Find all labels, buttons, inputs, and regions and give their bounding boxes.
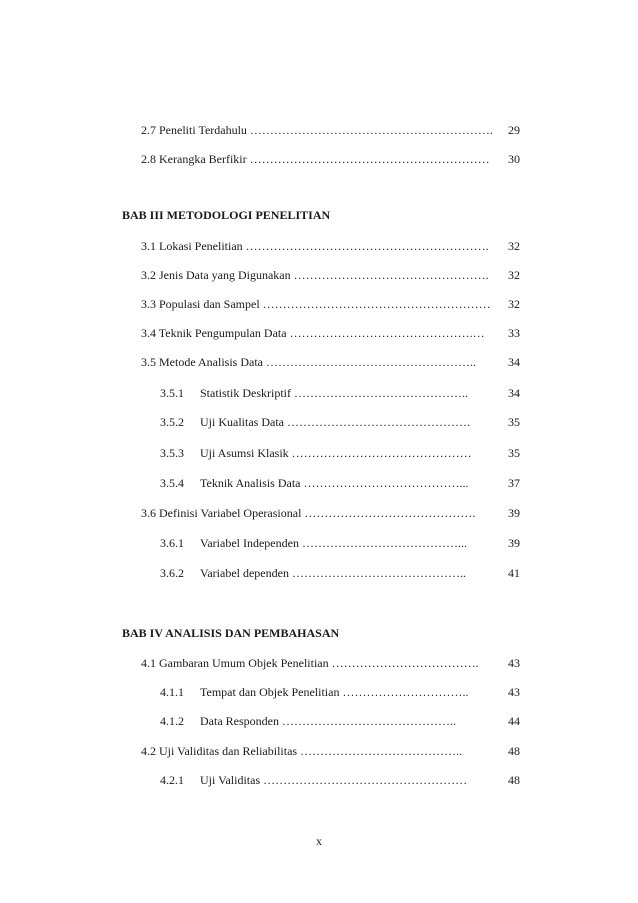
- toc-page-number: 39: [508, 506, 520, 520]
- toc-subentry-title: Uji Kualitas Data ……………………………………….: [200, 415, 470, 429]
- toc-entry-title: 3.2 Jenis Data yang Digunakan ………………………………………….: [141, 268, 489, 282]
- toc-subentry-title: Teknik Analisis Data …………………………………...: [200, 476, 469, 490]
- toc-subentry-number: 3.5.4: [160, 476, 184, 490]
- toc-entry: [141, 354, 491, 370]
- toc-subentry-title: Variabel Independen …………………………………...: [200, 536, 467, 550]
- toc-entry-title: 2.7 Peneliti Terdahulu …………………………………………………….: [141, 123, 493, 137]
- toc-entry: [141, 267, 491, 283]
- toc-page-number: 33: [508, 326, 520, 340]
- toc-subentry-number: 3.5.3: [160, 446, 184, 460]
- toc-entry-title: 3.5 Metode Analisis Data ……………………………………………..: [141, 355, 476, 369]
- toc-subentry-number: 4.1.2: [160, 714, 184, 728]
- toc-subentry-number: 4.2.1: [160, 773, 184, 787]
- toc-page-number: 32: [508, 239, 520, 253]
- toc-page-number: 48: [508, 773, 520, 787]
- toc-subentry-title: Tempat dan Objek Penelitian …………………………..: [200, 685, 469, 699]
- toc-subentry: [160, 414, 490, 430]
- toc-page-number: 32: [508, 297, 520, 311]
- chapter-heading: BAB IV ANALISIS DAN PEMBAHASAN: [122, 626, 340, 640]
- toc-subentry: [160, 535, 490, 551]
- toc-entry-title: 4.1 Gambaran Umum Objek Penelitian ……………………………….: [141, 656, 479, 670]
- toc-entry-title: 3.1 Lokasi Penelitian …………………………………………………….: [141, 239, 489, 253]
- toc-entry-title: 3.4 Teknik Pengumpulan Data ……………………………………….…: [141, 326, 485, 340]
- toc-entry: [141, 151, 491, 167]
- toc-subentry-title: Uji Validitas ……………………………………………: [200, 773, 468, 787]
- toc-entry-title: 3.6 Definisi Variabel Operasional …………………………………….: [141, 506, 476, 520]
- toc-page-number: 37: [508, 476, 520, 490]
- toc-subentry-title: Uji Asumsi Klasik ………………………………………: [200, 446, 472, 460]
- toc-subentry-number: 3.6.2: [160, 566, 184, 580]
- toc-page-number: 39: [508, 536, 520, 550]
- toc-subentry-title: Data Responden ……………………………………..: [200, 714, 456, 728]
- toc-entry: [141, 505, 491, 521]
- toc-subentry: [160, 385, 490, 401]
- chapter-heading: BAB III METODOLOGI PENELITIAN: [122, 208, 331, 222]
- toc-subentry-title: Variabel dependen ……………………………………..: [200, 566, 466, 580]
- toc-page-number: 32: [508, 268, 520, 282]
- toc-subentry: [160, 445, 490, 461]
- page-footer-number: x: [316, 834, 322, 848]
- toc-page-number: 34: [508, 386, 520, 400]
- toc-entry: [141, 325, 491, 341]
- toc-page-number: 48: [508, 744, 520, 758]
- toc-page-number: 43: [508, 656, 520, 670]
- toc-subentry: [160, 772, 490, 788]
- toc-page-number: 30: [508, 152, 520, 166]
- toc-subentry-number: 3.6.1: [160, 536, 184, 550]
- toc-subentry-number: 3.5.2: [160, 415, 184, 429]
- toc-subentry-number: 3.5.1: [160, 386, 184, 400]
- toc-page-number: 43: [508, 685, 520, 699]
- toc-page-number: 35: [508, 415, 520, 429]
- toc-page-number: 44: [508, 714, 520, 728]
- toc-subentry-number: 4.1.1: [160, 685, 184, 699]
- toc-entry-title: 3.3 Populasi dan Sampel …………………………………………………: [141, 297, 491, 311]
- toc-page-number: 41: [508, 566, 520, 580]
- toc-subentry: [160, 713, 490, 729]
- toc-entry-title: 2.8 Kerangka Berfikir ……………………………………………………: [141, 152, 490, 166]
- toc-subentry: [160, 475, 490, 491]
- toc-page-number: 29: [508, 123, 520, 137]
- toc-subentry: [160, 565, 490, 581]
- toc-subentry-title: Statistik Deskriptif ……………………………………..: [200, 386, 468, 400]
- toc-subentry: [160, 684, 490, 700]
- toc-entry: [141, 122, 491, 138]
- toc-entry-title: 4.2 Uji Validitas dan Reliabilitas …………………………………..: [141, 744, 463, 758]
- toc-entry: [141, 655, 491, 671]
- toc-page-number: 35: [508, 446, 520, 460]
- toc-entry: [141, 238, 491, 254]
- toc-entry: [141, 296, 491, 312]
- toc-page-number: 34: [508, 355, 520, 369]
- toc-entry: [141, 743, 491, 759]
